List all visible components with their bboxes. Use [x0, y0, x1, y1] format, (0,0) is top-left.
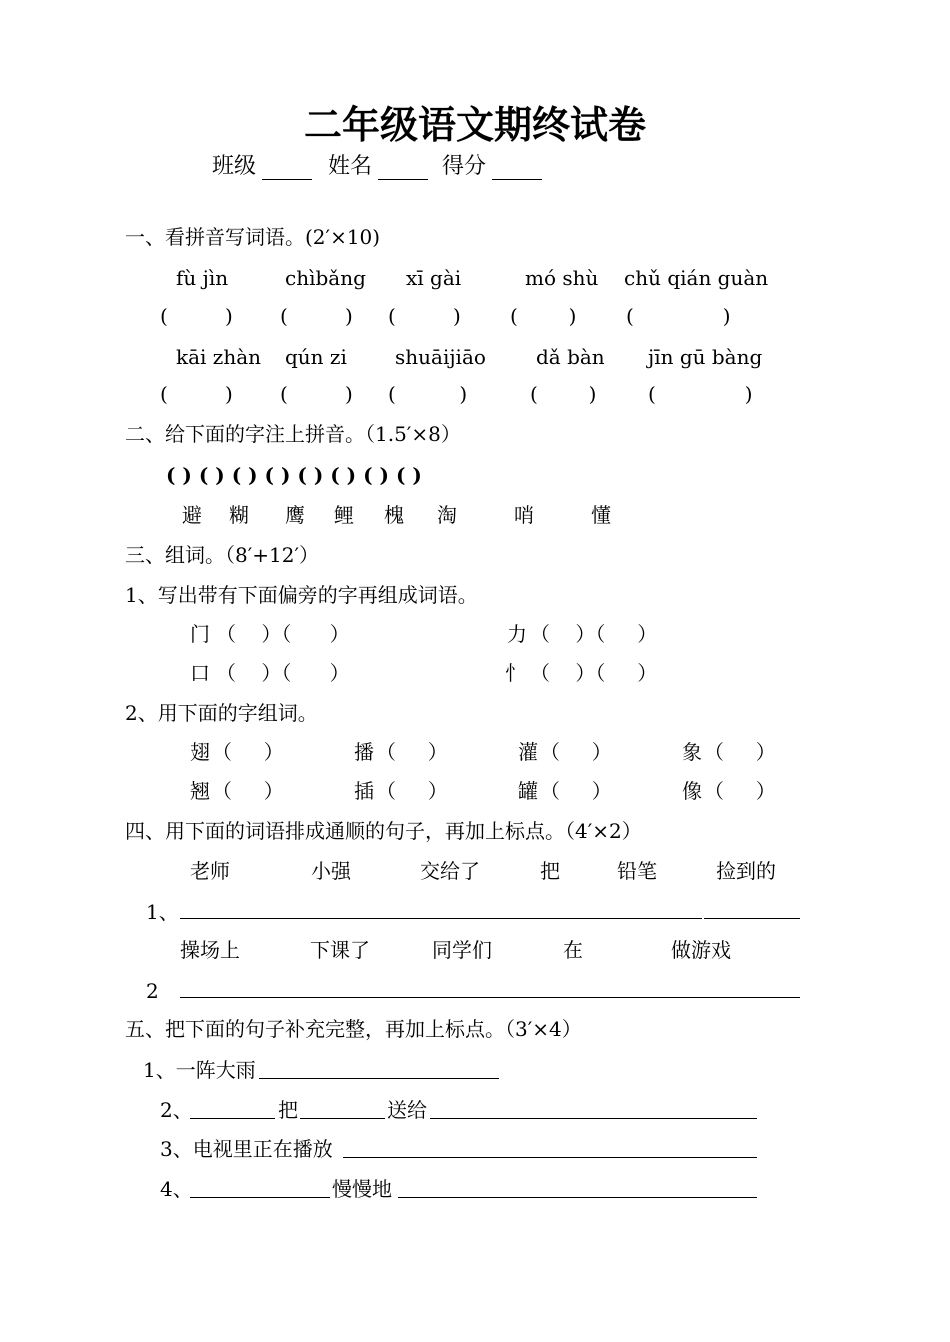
char-item: 翘 — [190, 779, 210, 803]
pinyin-item: mó shù — [525, 266, 599, 290]
char-item: 糊 — [229, 503, 249, 527]
answer-paren[interactable]: ( ) — [530, 382, 597, 406]
answer-paren[interactable]: ( ) — [280, 304, 353, 328]
answer-line[interactable] — [180, 918, 702, 919]
pinyin-item: jīn gū bàng — [648, 345, 763, 369]
answer-paren[interactable]: ( ) — [388, 382, 468, 406]
answer-line[interactable] — [398, 1197, 757, 1198]
completion-q1: 1、一阵大雨 — [143, 1058, 256, 1082]
word-item: 捡到的 — [716, 859, 776, 883]
score-blank[interactable] — [492, 179, 542, 180]
char-item: 淘 — [437, 503, 457, 527]
char-item: 播 — [354, 740, 374, 764]
name-label: 姓名 — [328, 154, 373, 179]
completion-q2-mid: 把 — [278, 1098, 298, 1122]
answer-paren[interactable]: （ ） — [212, 740, 284, 764]
pinyin-answer-parens[interactable]: ( ) ( ) ( ) ( ) ( ) ( ) ( ) ( ) — [166, 463, 422, 487]
sentence-label: 1、 — [146, 900, 179, 924]
name-blank[interactable] — [378, 179, 428, 180]
answer-line[interactable] — [430, 1118, 757, 1119]
answer-paren[interactable]: ( ) — [280, 382, 353, 406]
answer-line[interactable] — [300, 1118, 385, 1119]
page-title: 二年级语文期终试卷 — [303, 103, 646, 147]
section4-heading: 四、用下面的词语排成通顺的句子，再加上标点。（4′×2） — [125, 819, 642, 843]
class-label: 班级 — [212, 154, 257, 179]
char-item: 槐 — [384, 503, 404, 527]
word-item: 交给了 — [420, 859, 480, 883]
class-blank[interactable] — [262, 179, 312, 180]
completion-q3: 3、电视里正在播放 — [160, 1137, 333, 1161]
word-item: 老师 — [190, 859, 230, 883]
section3-q1: 1、写出带有下面偏旁的字再组成词语。 — [125, 583, 478, 607]
char-item: 像 — [682, 779, 702, 803]
char-item: 灌 — [518, 740, 538, 764]
completion-q4-num: 4、 — [160, 1177, 193, 1201]
radical-item: 门 — [190, 622, 210, 646]
section3-q2: 2、用下面的字组词。 — [125, 701, 318, 725]
pinyin-item: xī gài — [406, 266, 462, 290]
answer-paren[interactable]: ( ) — [388, 304, 461, 328]
pinyin-item: chìbǎng — [285, 266, 366, 290]
answer-paren[interactable]: （ ） — [376, 740, 448, 764]
pinyin-item: qún zi — [285, 345, 347, 369]
completion-q2-num: 2、 — [160, 1098, 193, 1122]
pinyin-item: shuāijiāo — [395, 345, 486, 369]
answer-line[interactable] — [704, 918, 800, 919]
radical-item: 力 — [507, 622, 527, 646]
char-item: 象 — [682, 740, 702, 764]
pinyin-item: chǔ qián guàn — [624, 266, 769, 290]
answer-line[interactable] — [259, 1078, 499, 1079]
radical-item: 口 — [190, 661, 210, 685]
answer-paren[interactable]: （ ）（ ） — [216, 661, 350, 685]
sentence-label: 2 — [146, 979, 159, 1003]
answer-line[interactable] — [190, 1118, 275, 1119]
word-item: 铅笔 — [617, 859, 657, 883]
score-label: 得分 — [442, 154, 487, 179]
char-item: 翅 — [190, 740, 210, 764]
pinyin-item: fù jìn — [176, 266, 229, 290]
answer-paren[interactable]: （ ） — [540, 779, 612, 803]
word-item: 同学们 — [432, 938, 492, 962]
answer-paren[interactable]: ( ) — [626, 304, 731, 328]
char-item: 插 — [354, 779, 374, 803]
char-item: 避 — [182, 503, 202, 527]
answer-paren[interactable]: ( ) — [160, 304, 233, 328]
answer-line[interactable] — [190, 1197, 330, 1198]
answer-paren[interactable]: ( ) — [160, 382, 233, 406]
answer-paren[interactable]: （ ）（ ） — [216, 622, 350, 646]
answer-line[interactable] — [180, 997, 800, 998]
answer-paren[interactable]: ( ) — [648, 382, 753, 406]
word-item: 小强 — [311, 859, 351, 883]
section2-heading: 二、给下面的字注上拼音。（1.5′×8） — [125, 422, 461, 446]
char-item: 鹰 — [285, 503, 305, 527]
section1-heading: 一、看拼音写词语。(2′×10) — [125, 225, 381, 249]
char-item: 哨 — [514, 503, 534, 527]
answer-paren[interactable]: （ ） — [704, 740, 776, 764]
word-item: 下课了 — [310, 938, 370, 962]
completion-q2-end: 送给 — [387, 1098, 427, 1122]
char-item: 鲤 — [334, 503, 354, 527]
word-item: 操场上 — [180, 938, 240, 962]
word-item: 在 — [563, 938, 583, 962]
answer-line[interactable] — [343, 1157, 757, 1158]
char-item: 懂 — [591, 503, 611, 527]
char-item: 罐 — [518, 779, 538, 803]
answer-paren[interactable]: （ ） — [376, 779, 448, 803]
word-item: 把 — [540, 859, 560, 883]
answer-paren[interactable]: （ ）（ ） — [530, 622, 658, 646]
completion-q4-mid: 慢慢地 — [332, 1177, 392, 1201]
pinyin-item: kāi zhàn — [176, 345, 262, 369]
pinyin-item: dǎ bàn — [536, 345, 605, 369]
section3-heading: 三、组词。（8′+12′） — [125, 543, 320, 567]
answer-paren[interactable]: ( ) — [510, 304, 577, 328]
radical-item: 忄 — [505, 661, 525, 685]
answer-paren[interactable]: （ ） — [212, 779, 284, 803]
section5-heading: 五、把下面的句子补充完整，再加上标点。（3′×4） — [125, 1017, 582, 1041]
word-item: 做游戏 — [671, 938, 731, 962]
answer-paren[interactable]: （ ） — [540, 740, 612, 764]
answer-paren[interactable]: （ ） — [704, 779, 776, 803]
answer-paren[interactable]: （ ）（ ） — [530, 661, 658, 685]
